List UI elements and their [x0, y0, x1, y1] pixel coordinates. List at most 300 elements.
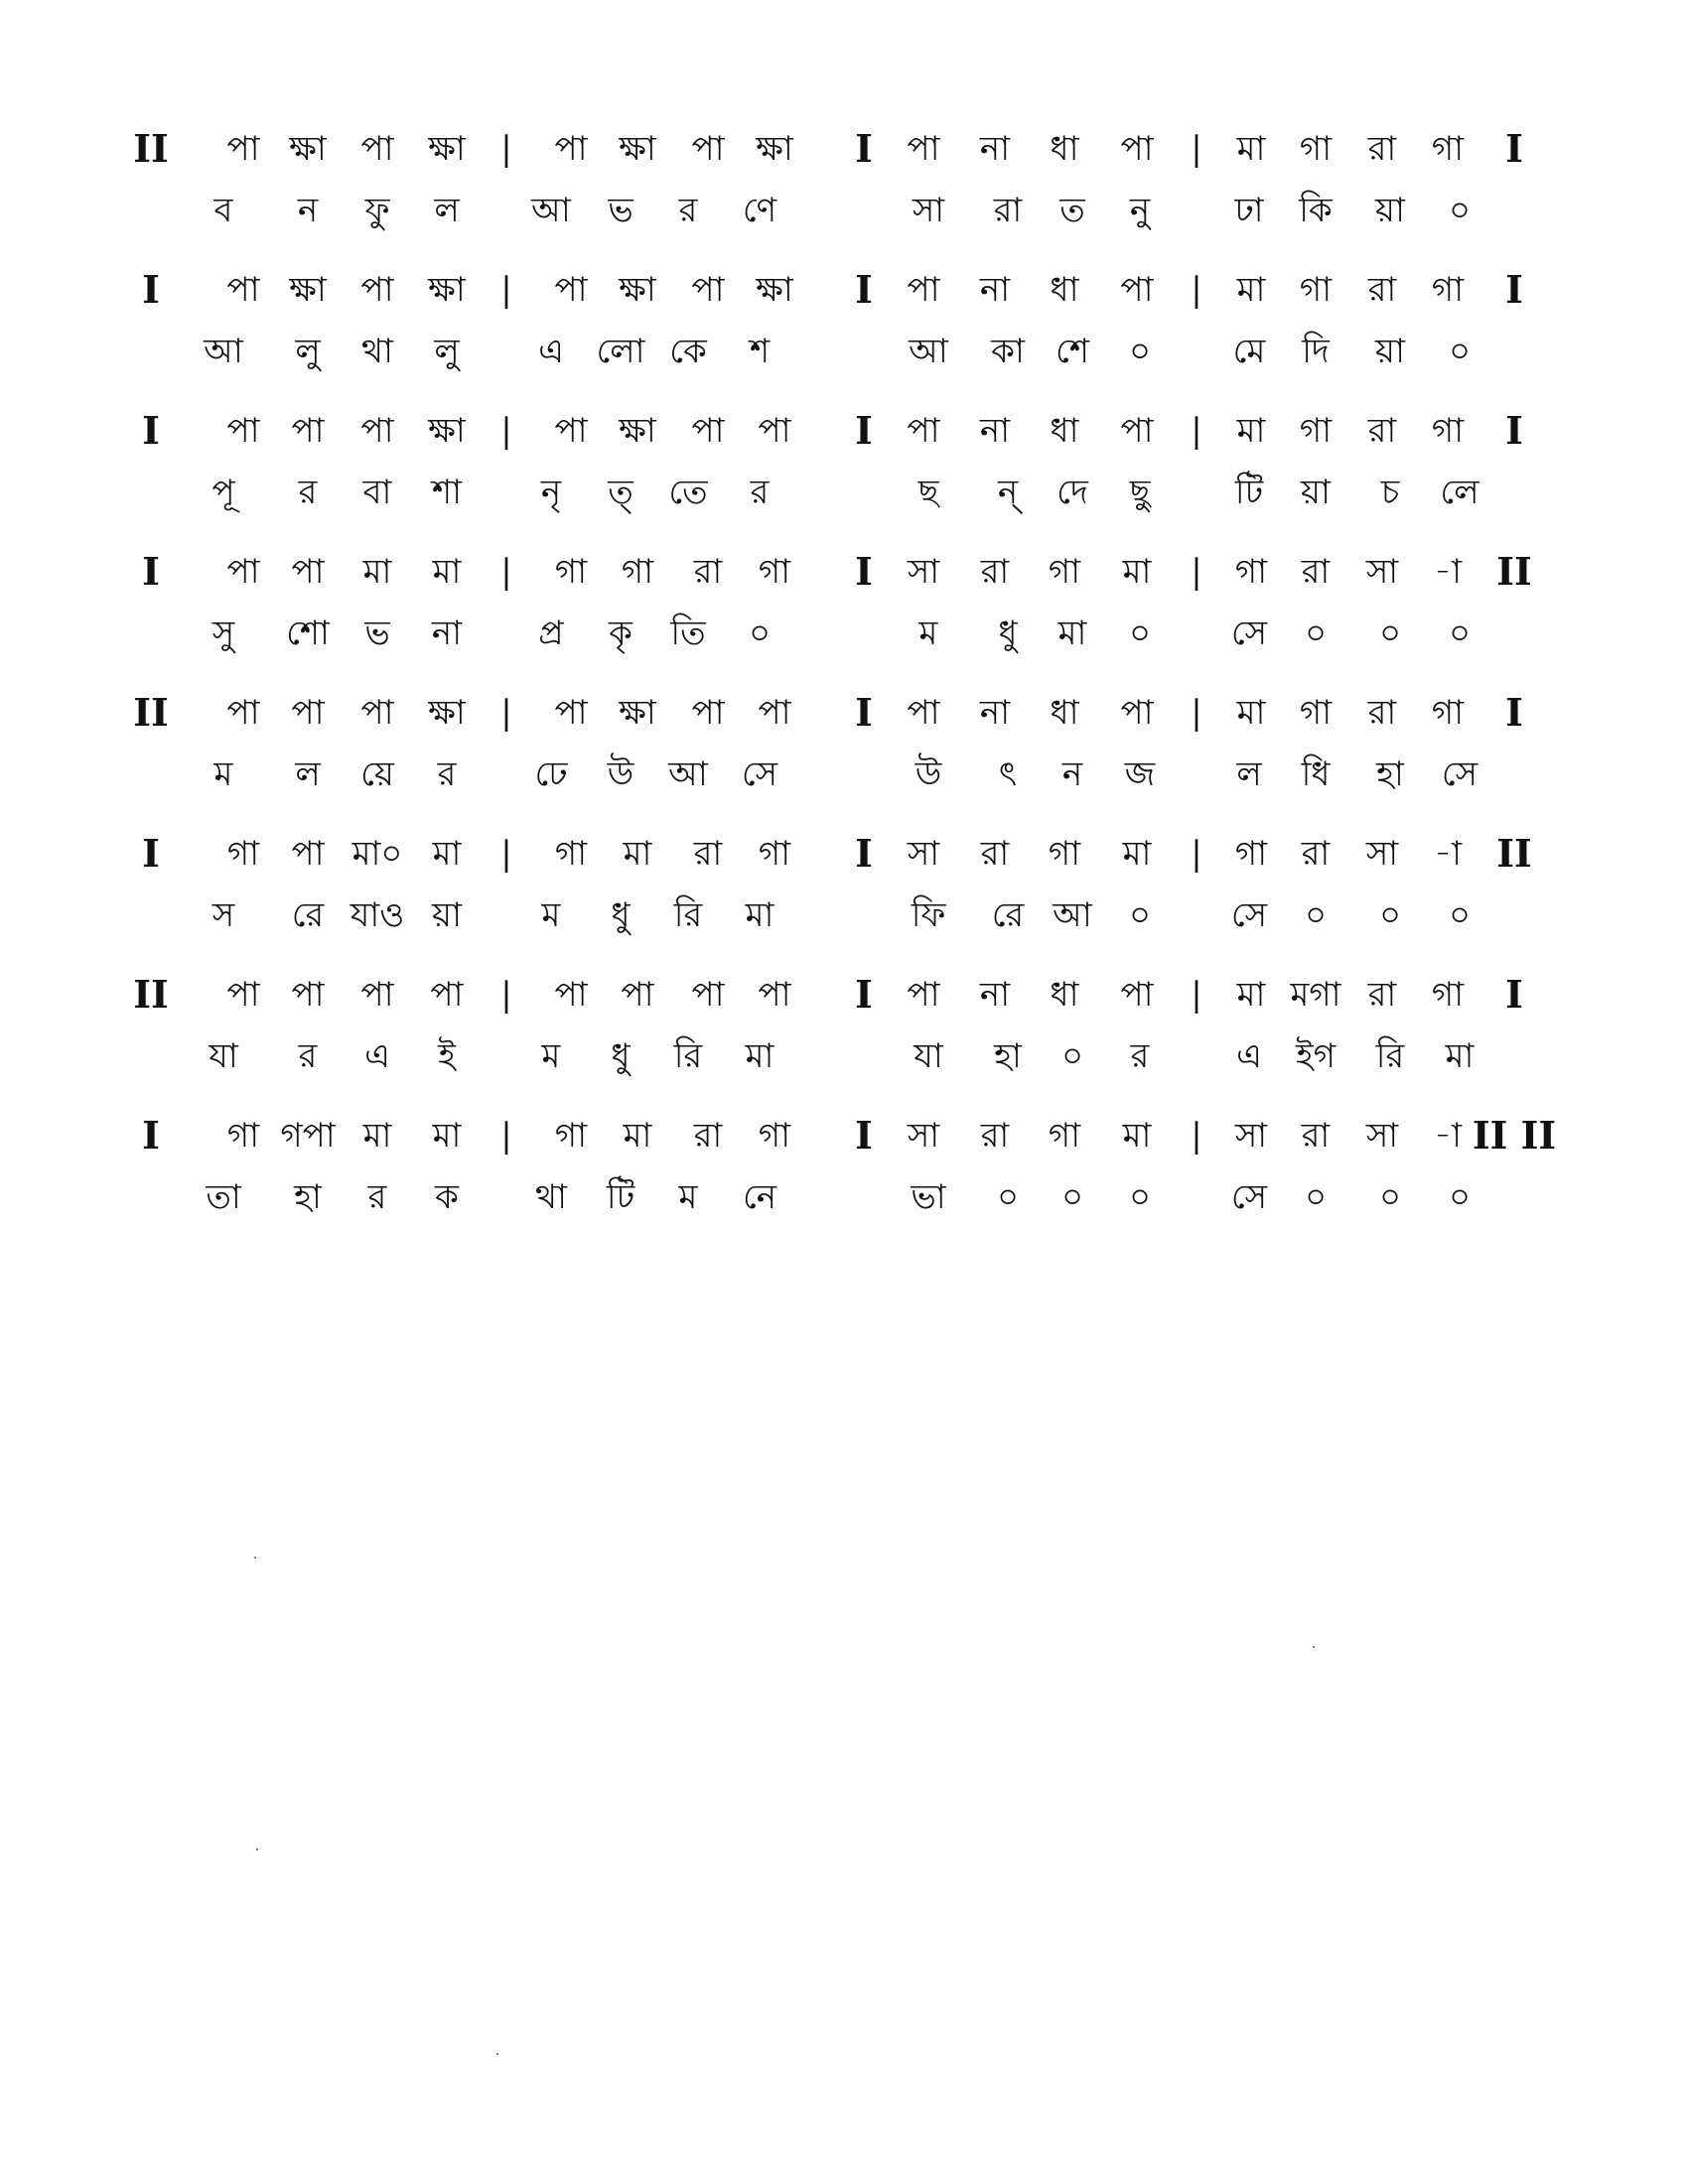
- swara-note: পা: [226, 129, 260, 169]
- lyric-syllable: বা: [362, 473, 392, 512]
- lyric-syllable: র: [678, 191, 698, 230]
- swara-note: ধা: [1050, 975, 1079, 1015]
- lyric-syllable: রা: [993, 191, 1023, 230]
- beat-separator: |: [500, 552, 512, 592]
- lyric-syllable: র: [298, 1036, 318, 1076]
- lyric-syllable: ম: [678, 1177, 698, 1217]
- swara-note: না: [979, 411, 1011, 451]
- swara-note: পা: [1120, 693, 1154, 733]
- lyric-syllable: যাও: [350, 895, 405, 935]
- lyric-row: [139, 322, 1529, 381]
- lyric-syllable: রে: [991, 895, 1025, 935]
- swara-note: সা: [907, 834, 940, 874]
- lyric-syllable: য়া: [1375, 191, 1405, 230]
- bar-line: II: [1496, 549, 1532, 594]
- swara-note: গা: [1299, 270, 1333, 310]
- swara-note: পা: [907, 693, 940, 733]
- swara-note: পা: [226, 975, 260, 1015]
- swara-note: মা: [1236, 411, 1266, 451]
- lyric-syllable: সে: [1230, 614, 1268, 653]
- lyric-syllable: ই: [438, 1036, 456, 1076]
- lyric-syllable: আ: [1053, 895, 1092, 935]
- swara-note: পা: [758, 975, 791, 1015]
- swara-note: সা: [907, 1116, 940, 1156]
- swara-note: পা: [226, 552, 260, 592]
- swara-note: গা: [1431, 270, 1465, 310]
- lyric-row: [139, 604, 1529, 663]
- lyric-syllable: রি: [1375, 1036, 1405, 1076]
- swara-note: পা: [758, 411, 791, 451]
- lyric-syllable: ম: [213, 754, 233, 794]
- bar-line: I: [142, 408, 160, 453]
- swara-note: পা: [907, 411, 940, 451]
- swara-note: সা: [1365, 1116, 1399, 1156]
- swara-note: মা: [623, 834, 652, 874]
- lyric-syllable: আ: [204, 332, 243, 371]
- swara-note: গা: [1048, 1116, 1081, 1156]
- lyric-syllable: হা: [294, 1177, 322, 1217]
- lyric-syllable: উ: [607, 754, 634, 794]
- swara-note: গা: [1299, 411, 1333, 451]
- lyric-syllable: ল: [1236, 754, 1262, 794]
- swara-row: [139, 260, 1529, 320]
- lyric-syllable: ০: [1378, 895, 1402, 935]
- lyric-syllable: ০: [1448, 614, 1472, 653]
- lyric-syllable: আ: [909, 332, 948, 371]
- lyric-syllable: ধু: [611, 1036, 631, 1076]
- swara-note: গা: [554, 834, 588, 874]
- lyric-syllable: ভ: [364, 614, 390, 653]
- lyric-syllable: সে: [741, 754, 778, 794]
- lyric-syllable: তা: [206, 1177, 241, 1217]
- ink-speck: [1313, 1646, 1315, 1648]
- lyric-syllable: ন: [1061, 754, 1083, 794]
- swara-note: ক্ষা: [619, 411, 656, 451]
- lyric-syllable: ন: [297, 191, 319, 230]
- swara-note: ক্ষা: [756, 129, 793, 169]
- swara-note: গা: [554, 1116, 588, 1156]
- lyric-syllable: কে: [669, 332, 707, 371]
- swara-note: পা: [1120, 975, 1154, 1015]
- swara-note: রা: [693, 1116, 723, 1156]
- lyric-syllable: পূ: [211, 473, 235, 512]
- lyric-syllable: ভ: [608, 191, 633, 230]
- lyric-syllable: মে: [1232, 332, 1266, 371]
- lyric-row: [139, 1026, 1529, 1086]
- bar-line: I: [142, 831, 160, 876]
- swara-note: রা: [1301, 552, 1331, 592]
- lyric-syllable: র: [298, 473, 318, 512]
- lyric-syllable: য়া: [1301, 473, 1331, 512]
- lyric-syllable: ০: [1448, 191, 1472, 230]
- swara-note: ক্ষা: [756, 270, 793, 310]
- swara-note: পা: [360, 975, 394, 1015]
- swara-note: না: [979, 693, 1011, 733]
- lyric-syllable: সু: [211, 614, 235, 653]
- swara-note: মা: [1236, 129, 1266, 169]
- swara-note: পা: [907, 975, 940, 1015]
- swara-note: গা: [1048, 834, 1081, 874]
- swara-note: সা: [1365, 552, 1399, 592]
- beat-separator: |: [500, 1116, 512, 1156]
- lyric-syllable: ফি: [911, 895, 946, 935]
- lyric-syllable: মা: [1057, 614, 1087, 653]
- beat-separator: |: [1191, 693, 1202, 733]
- bar-line: II: [133, 126, 169, 171]
- beat-separator: |: [500, 693, 512, 733]
- lyric-syllable: মা: [745, 895, 774, 935]
- swara-row: [133, 119, 1529, 179]
- swara-note: পা: [360, 270, 394, 310]
- lyric-syllable: প্র: [538, 614, 564, 653]
- lyric-syllable: ত: [1059, 191, 1085, 230]
- swara-note: মা: [1122, 552, 1152, 592]
- swara-note: রা: [1367, 270, 1397, 310]
- lyric-syllable: টি: [1234, 473, 1264, 512]
- bar-line: I: [1505, 972, 1523, 1017]
- swara-note: পা: [554, 975, 588, 1015]
- lyric-syllable: ০: [1060, 1036, 1084, 1076]
- lyric-syllable: ০: [1378, 614, 1402, 653]
- swara-note: পা: [907, 129, 940, 169]
- notation-line: [139, 824, 1532, 943]
- lyric-row: [139, 886, 1529, 945]
- swara-note: গা: [758, 834, 791, 874]
- swara-note: গা: [621, 552, 654, 592]
- lyric-syllable: আ: [531, 191, 571, 230]
- swara-row: [139, 1106, 1557, 1165]
- lyric-syllable: জ: [1124, 754, 1156, 794]
- swara-note: পা: [554, 693, 588, 733]
- swara-note: রা: [693, 834, 723, 874]
- swara-note: মা: [1236, 270, 1266, 310]
- swara-note: পা: [907, 270, 940, 310]
- swara-note: গা: [1431, 975, 1465, 1015]
- swara-note: রা: [1367, 693, 1397, 733]
- swara-note: গা: [1299, 693, 1333, 733]
- lyric-syllable: ন্: [997, 473, 1019, 512]
- swara-note: মা: [1236, 693, 1266, 733]
- swara-note: গা: [226, 1116, 260, 1156]
- bar-line: I: [1505, 408, 1523, 453]
- swara-note: পা: [291, 834, 325, 874]
- lyric-syllable: ধু: [611, 895, 631, 935]
- lyric-syllable: টি: [606, 1177, 635, 1217]
- beat-separator: |: [1191, 129, 1202, 169]
- swara-note: ক্ষা: [289, 129, 327, 169]
- lyric-syllable: কৃ: [609, 614, 633, 653]
- bar-line: I: [1505, 690, 1523, 735]
- lyric-syllable: দে: [1056, 473, 1088, 512]
- swara-note: পা: [1120, 411, 1154, 451]
- notation-line: [139, 401, 1529, 520]
- swara-note: ক্ষা: [428, 270, 466, 310]
- swara-note: রা: [980, 834, 1010, 874]
- swara-note: রা: [980, 552, 1010, 592]
- swara-note: মা০: [352, 834, 403, 874]
- ink-speck: [496, 2053, 498, 2055]
- swara-note: ক্ষা: [428, 129, 466, 169]
- swara-note: রা: [980, 1116, 1010, 1156]
- swara-note: গা: [1234, 552, 1268, 592]
- swara-note: গা: [1431, 129, 1465, 169]
- lyric-syllable: ০: [748, 614, 772, 653]
- swara-note: মগা: [1290, 975, 1341, 1015]
- lyric-syllable: যা: [209, 1036, 238, 1076]
- lyric-syllable: যা: [914, 1036, 943, 1076]
- swara-row: [139, 401, 1529, 461]
- bar-line: I: [855, 1113, 873, 1158]
- swara-note: পা: [291, 411, 325, 451]
- swara-note: ধা: [1050, 693, 1079, 733]
- lyric-syllable: শা: [432, 473, 462, 512]
- lyric-row: [139, 181, 1529, 240]
- swara-note: পা: [291, 975, 325, 1015]
- lyric-syllable: য়া: [1375, 332, 1405, 371]
- notation-line: [133, 119, 1529, 238]
- swara-note: পা: [691, 975, 725, 1015]
- swara-note: -া: [1434, 1116, 1462, 1156]
- lyric-syllable: তে: [668, 473, 708, 512]
- bar-line: II: [133, 690, 169, 735]
- swara-note: -া: [1434, 552, 1462, 592]
- lyric-syllable: কি: [1299, 191, 1333, 230]
- lyric-syllable: মা: [745, 1036, 774, 1076]
- swara-note: পা: [758, 693, 791, 733]
- swara-note: রা: [1301, 834, 1331, 874]
- bar-line: II: [1496, 831, 1532, 876]
- swara-note: পা: [554, 411, 588, 451]
- lyric-syllable: সে: [1230, 1177, 1268, 1217]
- swara-note: মা: [623, 1116, 652, 1156]
- swara-note: ধা: [1050, 411, 1079, 451]
- beat-separator: |: [1191, 975, 1202, 1015]
- bar-line: I: [855, 972, 873, 1017]
- swara-note: পা: [691, 693, 725, 733]
- lyric-syllable: ম: [918, 614, 938, 653]
- swara-note: গা: [1048, 552, 1081, 592]
- lyric-syllable: ক: [435, 1177, 459, 1217]
- lyric-syllable: লু: [434, 332, 460, 371]
- beat-separator: |: [500, 834, 512, 874]
- swara-note: মা: [432, 1116, 462, 1156]
- lyric-syllable: তি: [670, 614, 706, 653]
- lyric-syllable: র: [1130, 1036, 1150, 1076]
- swara-note: পা: [691, 411, 725, 451]
- lyric-syllable: উ: [914, 754, 942, 794]
- swara-note: রা: [1301, 1116, 1331, 1156]
- lyric-syllable: আ: [668, 754, 708, 794]
- lyric-syllable: ০: [1448, 1177, 1472, 1217]
- bar-line: I: [855, 267, 873, 312]
- swara-note: পা: [554, 270, 588, 310]
- bar-line: I: [855, 690, 873, 735]
- beat-separator: |: [1191, 1116, 1202, 1156]
- swara-note: গা: [226, 834, 260, 874]
- swara-note: না: [979, 975, 1011, 1015]
- lyric-syllable: দি: [1302, 332, 1330, 371]
- lyric-syllable: ত্: [608, 473, 633, 512]
- swara-note: রা: [1367, 975, 1397, 1015]
- swara-note: রা: [693, 552, 723, 592]
- lyric-syllable: ফু: [364, 191, 390, 230]
- lyric-syllable: থা: [535, 1177, 567, 1217]
- lyric-syllable: শে: [1055, 332, 1089, 371]
- swara-note: পা: [1120, 270, 1154, 310]
- swara-note: পা: [360, 129, 394, 169]
- lyric-syllable: এ: [364, 1036, 390, 1076]
- swara-note: পা: [291, 693, 325, 733]
- beat-separator: |: [1191, 411, 1202, 451]
- lyric-syllable: চ: [1380, 473, 1400, 512]
- lyric-syllable: মা: [1445, 1036, 1475, 1076]
- lyric-row: [139, 745, 1529, 804]
- lyric-syllable: লে: [1440, 473, 1479, 512]
- lyric-syllable: ইগ: [1296, 1036, 1336, 1076]
- lyric-syllable: শো: [286, 614, 330, 653]
- lyric-syllable: ব: [213, 191, 233, 230]
- beat-separator: |: [1191, 552, 1202, 592]
- swara-note: ধা: [1050, 270, 1079, 310]
- swara-note: পা: [1120, 129, 1154, 169]
- lyric-syllable: ০: [1304, 1177, 1328, 1217]
- swara-note: না: [979, 129, 1011, 169]
- bar-line: I: [855, 126, 873, 171]
- swara-note: গা: [1234, 834, 1268, 874]
- swara-note: গা: [758, 1116, 791, 1156]
- beat-separator: |: [1191, 270, 1202, 310]
- lyric-syllable: ০: [1448, 332, 1472, 371]
- lyric-syllable: ০: [1128, 332, 1152, 371]
- bar-line: I: [1505, 126, 1523, 171]
- swara-row: [139, 824, 1532, 884]
- lyric-syllable: ঢা: [1234, 191, 1264, 230]
- lyric-syllable: হা: [994, 1036, 1022, 1076]
- swara-note: পা: [291, 552, 325, 592]
- notation-line: [133, 965, 1529, 1084]
- lyric-syllable: ০: [1378, 1177, 1402, 1217]
- notation-line: [139, 1106, 1557, 1225]
- swara-note: পা: [360, 411, 394, 451]
- swara-note: পা: [226, 270, 260, 310]
- lyric-syllable: হা: [1376, 754, 1404, 794]
- swara-note: ধা: [1050, 129, 1079, 169]
- swara-note: গা: [1299, 129, 1333, 169]
- swara-note: ক্ষা: [619, 270, 656, 310]
- swara-row: [133, 683, 1529, 743]
- beat-separator: |: [500, 975, 512, 1015]
- beat-separator: |: [1191, 834, 1202, 874]
- swara-note: রা: [1367, 411, 1397, 451]
- lyric-syllable: কা: [991, 332, 1025, 371]
- lyric-syllable: ০: [1128, 614, 1152, 653]
- swara-note: মা: [362, 1116, 392, 1156]
- notation-line: [139, 260, 1529, 379]
- swara-note: পা: [430, 975, 464, 1015]
- notation-line: [139, 542, 1532, 661]
- lyric-syllable: য়ে: [360, 754, 394, 794]
- swara-note: ক্ষা: [428, 693, 466, 733]
- bar-line: II: [133, 972, 169, 1017]
- lyric-syllable: শ: [749, 332, 771, 371]
- lyric-syllable: ছ: [917, 473, 939, 512]
- notation-line: [133, 683, 1529, 802]
- swara-note: গা: [1431, 411, 1465, 451]
- beat-separator: |: [500, 411, 512, 451]
- swara-note: ক্ষা: [619, 693, 656, 733]
- lyric-syllable: লো: [596, 332, 645, 371]
- lyric-syllable: লু: [295, 332, 321, 371]
- swara-row: [139, 542, 1532, 602]
- lyric-syllable: নে: [742, 1177, 777, 1217]
- lyric-syllable: ছু: [1129, 473, 1151, 512]
- ink-speck: [256, 1848, 258, 1850]
- lyric-syllable: ম: [541, 1036, 561, 1076]
- lyric-syllable: সা: [912, 191, 945, 230]
- swara-note: পা: [691, 270, 725, 310]
- swara-note: পা: [360, 693, 394, 733]
- swara-note: ক্ষা: [428, 411, 466, 451]
- lyric-syllable: রে: [291, 895, 325, 935]
- lyric-syllable: ০: [1128, 1177, 1152, 1217]
- lyric-syllable: নৃ: [540, 473, 562, 512]
- bar-line: I: [855, 831, 873, 876]
- swara-note: সা: [907, 552, 940, 592]
- bar-line: I: [1505, 267, 1523, 312]
- lyric-syllable: ঢে: [534, 754, 568, 794]
- swara-note: গপা: [280, 1116, 336, 1156]
- swara-note: পা: [554, 129, 588, 169]
- swara-note: পা: [226, 411, 260, 451]
- swara-note: মা: [1122, 834, 1152, 874]
- swara-note: ক্ষা: [619, 129, 656, 169]
- lyric-syllable: ধু: [998, 614, 1018, 653]
- swara-note: পা: [226, 693, 260, 733]
- bar-line: I: [855, 408, 873, 453]
- lyric-syllable: ০: [1304, 895, 1328, 935]
- swara-note: ক্ষা: [289, 270, 327, 310]
- swara-note: সা: [1365, 834, 1399, 874]
- lyric-syllable: য়া: [432, 895, 462, 935]
- lyric-syllable: স: [211, 895, 235, 935]
- ink-speck: [254, 1557, 256, 1559]
- lyric-syllable: র: [437, 754, 457, 794]
- lyric-syllable: ম: [541, 895, 561, 935]
- lyric-syllable: র: [367, 1177, 387, 1217]
- lyric-row: [139, 463, 1529, 522]
- lyric-syllable: এ: [538, 332, 564, 371]
- lyric-syllable: রি: [673, 1036, 703, 1076]
- lyric-syllable: ৎ: [998, 754, 1018, 794]
- lyric-syllable: ০: [996, 1177, 1020, 1217]
- bar-line: I: [855, 549, 873, 594]
- lyric-syllable: ল: [295, 754, 321, 794]
- lyric-syllable: থা: [361, 332, 393, 371]
- swara-note: মা: [432, 834, 462, 874]
- beat-separator: |: [500, 129, 512, 169]
- beat-separator: |: [500, 270, 512, 310]
- swara-note: পা: [691, 129, 725, 169]
- swara-note: গা: [554, 552, 588, 592]
- bar-line: I: [142, 549, 160, 594]
- bar-line: II II: [1472, 1113, 1557, 1158]
- lyric-syllable: ণে: [742, 191, 777, 230]
- lyric-syllable: ধি: [1301, 754, 1331, 794]
- swara-note: রা: [1367, 129, 1397, 169]
- lyric-row: [139, 1167, 1529, 1227]
- swara-note: না: [979, 270, 1011, 310]
- swara-note: সা: [1234, 1116, 1268, 1156]
